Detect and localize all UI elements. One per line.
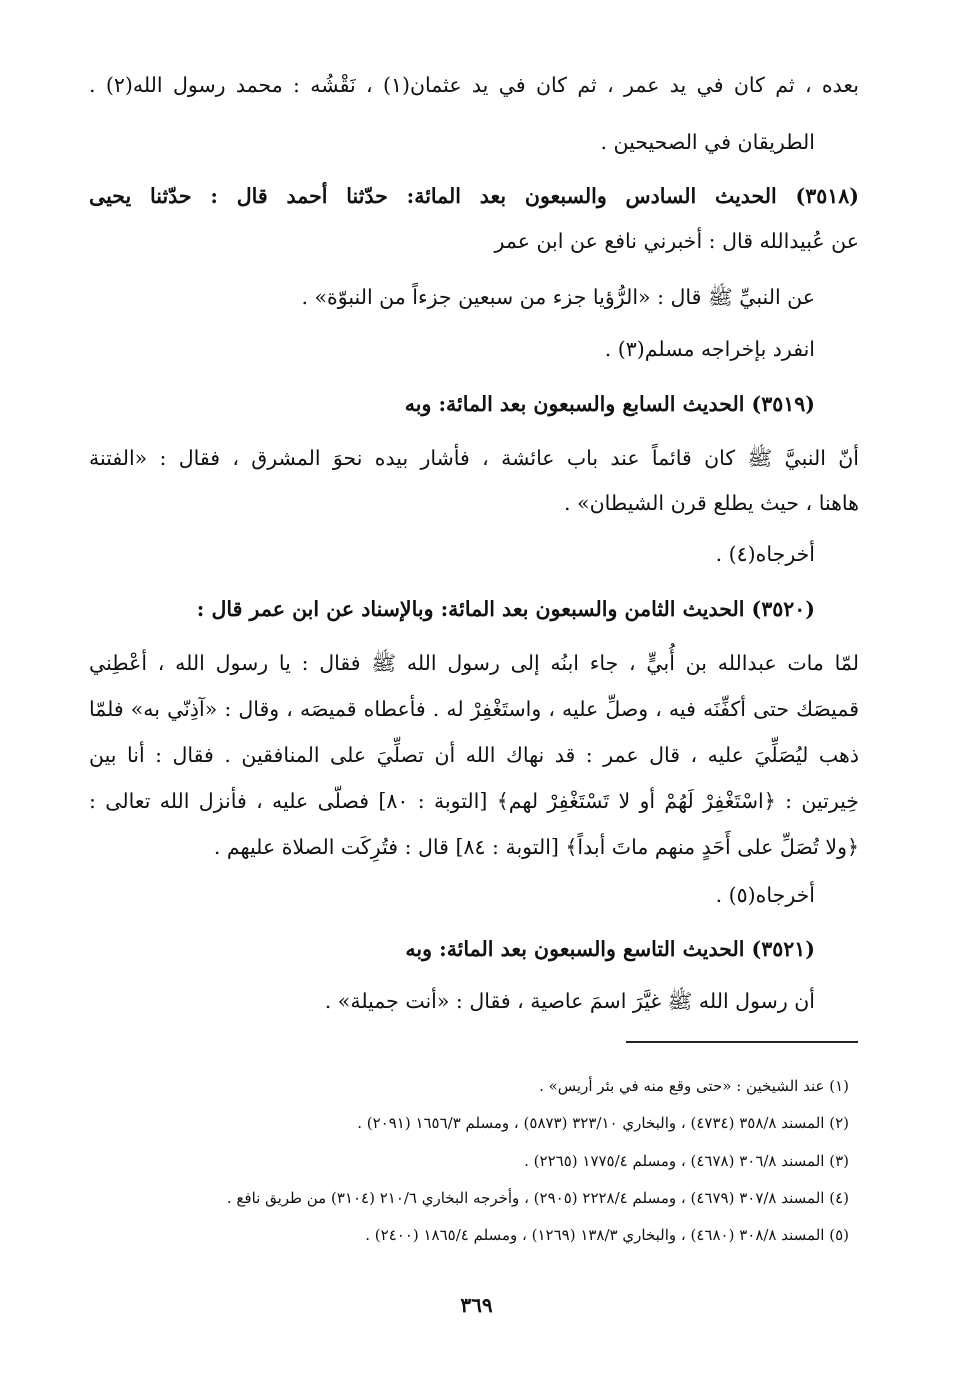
hadith-heading: (٣٥٢٠) الحديث الثامن والسبعون بعد المائة: وبالإسناد عن ابن عمر قال :: [196, 597, 815, 621]
text-line: عن النبيِّ ﷺ قال : «الرُّؤيا جزء من سبعين جزءاً من النبوّة» .: [301, 285, 815, 309]
footnote: (١) عند الشيخين : «حتى وقع منه في بئر أريس» .: [539, 1077, 849, 1095]
text-line: لمّا مات عبدالله بن أُبيٍّ ، جاء ابنُه إلى رسول الله ﷺ فقال : يا رسول الله ، أعْطِني: [89, 651, 859, 675]
text-line: ذهب ليُصَلِّيَ عليه ، قال عمر : قد نهاك الله أن تصلِّيَ على المنافقين . فقال : أنا بين: [89, 743, 859, 767]
text-line: خِيرتين : ﴿اسْتَغْفِرْ لَهُمْ أو لا تَسْتَغْفِرْ لهم﴾ [التوبة : ٨٠] فصلّى عليه ، فأنزل الله تعالى :: [89, 789, 859, 813]
hadith-heading: (٣٥١٨) الحديث السادس والسبعون بعد المائة: حدّثنا أحمد قال : حدّثنا يحيى: [89, 184, 859, 208]
text-line: أخرجاه(٥) .: [715, 883, 815, 907]
footnote: (٢) المسند ٣٥٨/٨ (٤٧٣٤) ، والبخاري ٣٢٣/١٠ (٥٨٧٣) ، ومسلم ١٦٥٦/٣ (٢٠٩١) .: [357, 1114, 849, 1132]
text-line: الطريقان في الصحيحين .: [600, 130, 815, 154]
footnote: (٣) المسند ٣٠٦/٨ (٤٦٧٨) ، ومسلم ١٧٧٥/٤ (٢٢٦٥) .: [524, 1152, 849, 1170]
text-line: قميصَك حتى أكفِّنَه فيه ، وصلِّ عليه ، واستَغْفِرْ له . فأعطاه قميصَه ، وقال : «آذِنّي به» فلمّا: [89, 697, 859, 721]
text-line: انفرد بإخراجه مسلم(٣) .: [604, 337, 815, 361]
text-line: هاهنا ، حيث يطلع قرن الشيطان» .: [564, 491, 859, 515]
page-number: ٣٦٩: [460, 1293, 493, 1317]
hadith-heading: (٣٥٢١) الحديث التاسع والسبعون بعد المائة: وبه: [405, 937, 815, 961]
text-line: عن عُبيدالله قال : أخبرني نافع عن ابن عمر: [494, 229, 859, 253]
footnote: (٥) المسند ٣٠٨/٨ (٤٦٨٠) ، والبخاري ١٣٨/٣ (١٢٦٩) ، ومسلم ١٨٦٥/٤ (٢٤٠٠) .: [365, 1226, 849, 1244]
text-line: أن رسول الله ﷺ غيَّرَ اسمَ عاصية ، فقال : «أنت جميلة» .: [324, 989, 815, 1013]
text-line: بعده ، ثم كان في يد عمر ، ثم كان في يد عثمان(١) ، نَقْشُه : محمد رسول الله(٢) .: [89, 73, 860, 97]
text-line: ﴿ولا تُصَلِّ على أَحَدٍ منهم ماتَ أبداً﴾ [التوبة : ٨٤] قال : فتُرِكَت الصلاة عليهم .: [213, 835, 859, 859]
text-line: أخرجاه(٤) .: [715, 542, 815, 566]
footnote: (٤) المسند ٣٠٧/٨ (٤٦٧٩) ، ومسلم ٢٢٢٨/٤ (٢٩٠٥) ، وأخرجه البخاري ٢١٠/٦ (٣١٠٤) من طريق نافع .: [226, 1189, 849, 1207]
text-line: أنّ النبيَّ ﷺ كان قائماً عند باب عائشة ، فأشار بيده نحوَ المشرق ، فقال : «الفتنة: [89, 446, 859, 470]
hadith-heading: (٣٥١٩) الحديث السابع والسبعون بعد المائة: وبه: [404, 392, 815, 416]
footnote-separator: [626, 1041, 858, 1043]
